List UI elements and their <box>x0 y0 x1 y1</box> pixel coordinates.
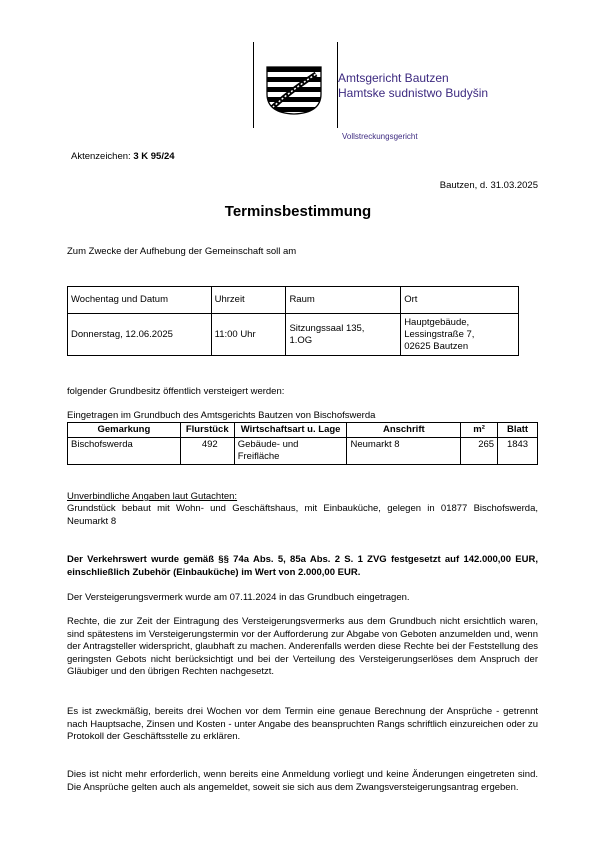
header-rule-left <box>253 42 254 128</box>
intro-text: Zum Zwecke der Aufhebung der Gemeinschaft soll am <box>67 246 297 257</box>
saxony-coat-of-arms-icon <box>264 64 324 116</box>
expert-heading: Unverbindliche Angaben laut Gutachten: <box>67 491 238 502</box>
property-intro: folgender Grundbesitz öffentlich versteigert werden: <box>67 386 285 397</box>
registration-note: Der Versteigerungsvermerk wurde am 07.11.2024 in das Grundbuch eingetragen. <box>67 592 410 603</box>
schedule-header-date: Wochentag und Datum <box>68 287 212 314</box>
court-name-german: Amtsgericht Bautzen <box>338 71 449 85</box>
court-name <box>338 71 488 101</box>
schedule-table <box>67 286 519 356</box>
property-table <box>67 422 538 465</box>
schedule-place-line: Lessingstraße 7, <box>404 328 475 340</box>
schedule-room <box>286 314 401 356</box>
final-paragraph: Dies ist nicht mehr erforderlich, wenn bereits eine Anmeldung vorliegt und keine Änderungen eingetreten sind. Die Ansprüche gelten auch als angemeldet, soweit sie sich aus dem Zwangsversteigerungsantrag ergeben. <box>67 769 538 793</box>
property-header-blatt: Blatt <box>498 423 538 438</box>
schedule-place <box>401 314 519 356</box>
property-header-anschrift: Anschrift <box>347 423 461 438</box>
schedule-table-row <box>68 314 519 356</box>
schedule-header-place: Ort <box>401 287 519 314</box>
property-header-gemarkung: Gemarkung <box>68 423 181 438</box>
market-value-statement: Der Verkehrswert wurde gemäß §§ 74a Abs. 5, 85a Abs. 2 S. 1 ZVG festgesetzt auf 142.000,00 EUR, einschließlich Zubehör (Einbauküche) im Wert von 2.000,00 EUR. <box>67 554 538 578</box>
schedule-place-line: Hauptgebäude, <box>404 316 470 328</box>
expert-text: Grundstück bebaut mit Wohn- und Geschäftshaus, mit Einbauküche, gelegen in 01877 Bischofswerda, Neumarkt 8 <box>67 503 538 527</box>
schedule-time: 11:00 Uhr <box>211 314 286 356</box>
property-gemarkung: Bischofswerda <box>68 438 181 465</box>
property-header-m2: m² <box>461 423 498 438</box>
property-wirtschaftsart-line: Freifläche <box>237 451 280 462</box>
court-name-sorbian: Hamtske sudnistwo Budyšin <box>338 86 489 100</box>
land-register-caption: Eingetragen im Grundbuch des Amtsgerichts Bautzen von Bischofswerda <box>67 410 376 421</box>
schedule-place-line: 02625 Bautzen <box>404 340 469 352</box>
property-flurstueck: 492 <box>180 438 234 465</box>
advice-paragraph: Es ist zweckmäßig, bereits drei Wochen vor dem Termin eine genaue Berechnung der Ansprüche - getrennt nach Hauptsache, Zinsen und Kosten - unter Angabe des beanspruchten Rangs schriftlich einzureichen oder zu Protokoll der Geschäftsstelle zu erklären. <box>67 706 538 743</box>
schedule-room-line: 1.OG <box>289 334 313 346</box>
file-reference <box>71 151 175 162</box>
property-m2: 265 <box>461 438 498 465</box>
schedule-room-line: Sitzungssaal 135, <box>289 322 365 334</box>
file-reference-label: Aktenzeichen: <box>71 151 131 162</box>
schedule-table-header-row <box>68 287 519 314</box>
property-table-header-row <box>68 423 538 438</box>
schedule-header-room: Raum <box>286 287 401 314</box>
property-header-flurstueck: Flurstück <box>180 423 234 438</box>
property-wirtschaftsart-line: Gebäude- und <box>237 439 299 450</box>
property-anschrift: Neumarkt 8 <box>347 438 461 465</box>
department-label: Vollstreckungsgericht <box>342 132 418 141</box>
property-wirtschaftsart <box>234 438 347 465</box>
property-header-wirtschaftsart: Wirtschaftsart u. Lage <box>234 423 347 438</box>
schedule-date: Donnerstag, 12.06.2025 <box>68 314 212 356</box>
file-reference-value: 3 K 95/24 <box>133 151 175 162</box>
property-blatt: 1843 <box>498 438 538 465</box>
property-table-row <box>68 438 538 465</box>
place-and-date: Bautzen, d. 31.03.2025 <box>439 180 538 191</box>
document-title: Terminsbestimmung <box>224 203 372 220</box>
rights-paragraph: Rechte, die zur Zeit der Eintragung des Versteigerungsvermerks aus dem Grundbuch nicht ersichtlich waren, sind spätestens im Versteigerungstermin vor der Aufforderung zur Abgabe von Geboten anzumelden und, wenn der Antragsteller widerspricht, glaubhaft zu machen. Anderenfalls werden diese Rechte bei der Feststellung des geringsten Gebots nicht berücksichtigt und bei der Verteilung des Versteigerungserlöses dem Anspruch der Gläubiger und den übrigen Rechten nachgesetzt. <box>67 616 538 678</box>
schedule-header-time: Uhrzeit <box>211 287 286 314</box>
